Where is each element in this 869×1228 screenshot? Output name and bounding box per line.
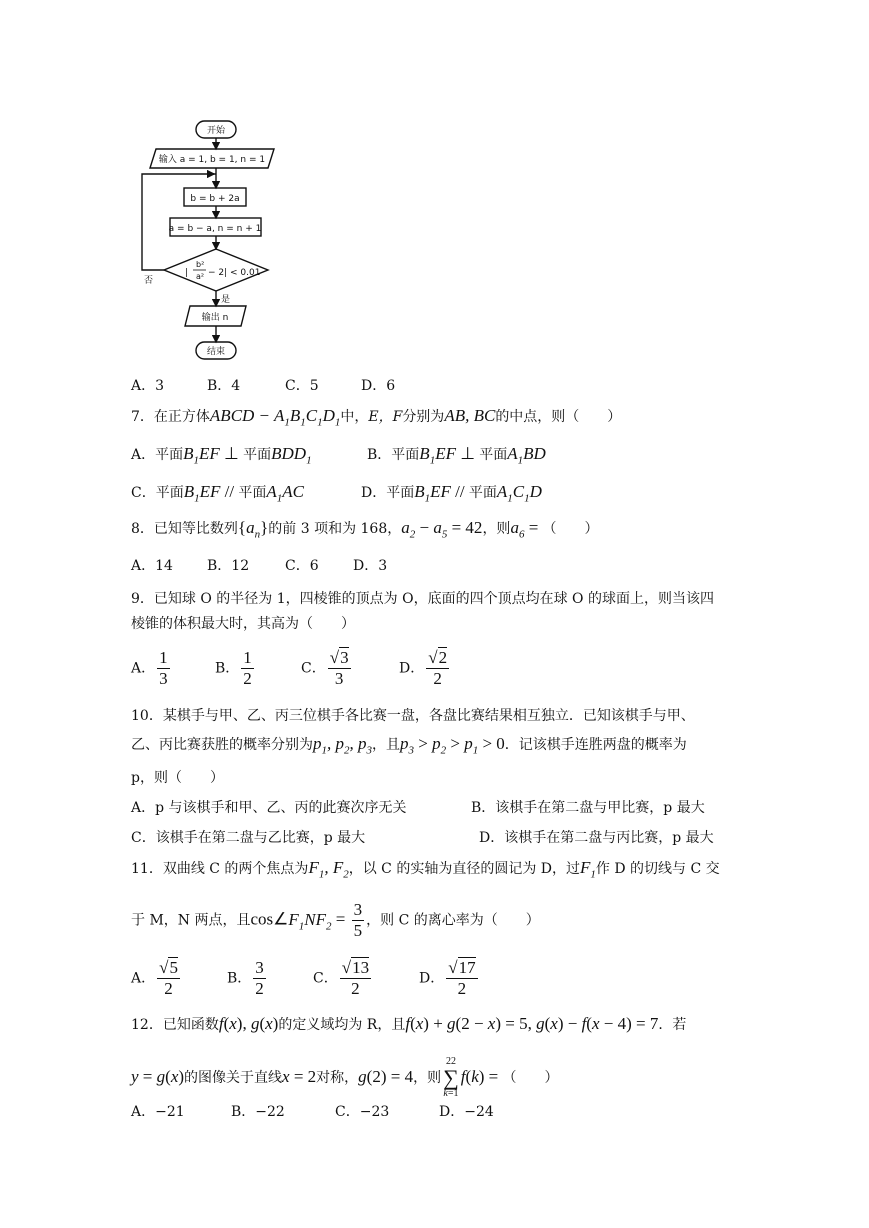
q12-option-b: B．−22 [231, 1104, 285, 1120]
q8-paren: （ ） [542, 521, 599, 537]
flow-cond-left: | [185, 268, 189, 278]
q9-line1: 9．已知球 O 的半径为 1，四棱锥的顶点为 O，底面的四个顶点均在球 O 的球面上，则当该四 [131, 591, 714, 607]
q7-stem [131, 406, 621, 432]
q9-option-b: B． $\frac{1}{2}$ [215, 648, 252, 688]
q10-line2: 乙、丙比赛获胜的概率分别为$p_1$, $p_2$, $p_3$，且$p_3 > p_2 > p_1 > 0$．记该棋手连胜两盘的概率为 [131, 734, 687, 757]
q7-ab-bc: AB, BC [444, 406, 496, 425]
q11-line1: 11．双曲线 C 的两个焦点为$F_1$, $F_2$，以 C 的实轴为直径的圆记为 D，过$F_1$作 D 的切线与 C 交 [131, 858, 720, 881]
q7-lead: 7．在正方体 [131, 409, 210, 425]
flow-step1-label: b = b + 2a [190, 194, 240, 204]
q12-sum: 22 ∑ k=1 [443, 1056, 459, 1099]
q6-option-d: D．6 [361, 378, 396, 394]
flow-cond-right: − 2| < 0.01 [208, 268, 261, 278]
flow-step2-label: a = b − a, n = n + 1 [168, 224, 262, 234]
q7-row2 [131, 482, 542, 508]
q8-lead: 8．已知等比数列 [131, 521, 238, 537]
q11-options [131, 958, 480, 999]
q6-options [131, 376, 395, 396]
q9-option-c: C． $\frac{√3}{3}$ [301, 648, 349, 688]
q6-option-c: C．5 [285, 378, 319, 394]
q7-option-d: D．平面$B_1EF$ // 平面$A_1C_1D$ [361, 482, 542, 505]
q7-option-b: B．平面$B_1EF$ ⊥ 平面$A_1BD$ [367, 444, 546, 467]
flow-end-label: 结束 [206, 347, 226, 357]
q6-option-b: B．4 [207, 378, 241, 394]
q10-option-a: A．p 与该棋手和甲、乙、丙的此赛次序无关 [131, 800, 407, 816]
q8-options [131, 556, 387, 576]
q10-row1 [131, 798, 705, 818]
q11-option-b: B． $\frac{3}{2}$ [227, 958, 264, 998]
q9-option-a: A． $\frac{1}{3}$ [131, 648, 168, 688]
q7-cube: ABCD − $A_1B_1C_1D_1$ [209, 406, 341, 429]
q7-option-a: A．平面$B_1EF$ ⊥ 平面$BDD_1$ [131, 444, 312, 467]
flow-output-label: 输出 n [201, 313, 229, 323]
q7-mid2: 分别为 [402, 409, 445, 425]
q10-row2 [131, 828, 714, 848]
q7-mid: 中， [340, 409, 369, 425]
flowchart [138, 116, 278, 366]
flow-start-label: 开始 [206, 126, 226, 136]
q12-option-d: D．−24 [439, 1104, 494, 1120]
q12-option-a: A．−21 [131, 1104, 185, 1120]
q8-option-d: D．3 [353, 558, 388, 574]
q10-line1: 10．某棋手与甲、乙、丙三位棋手各比赛一盘，各盘比赛结果相互独立．已知该棋手与甲、 [131, 708, 695, 724]
q10-option-c: C．该棋手在第二盘与乙比赛，p 最大 [131, 830, 366, 846]
q10-line3: p，则（ ） [131, 770, 224, 786]
q11-option-a: A． $\frac{√5}{2}$ [131, 958, 178, 998]
flow-cond-num: b² [196, 260, 205, 269]
q7-ef: E，F [368, 409, 403, 425]
q12-line1: 12．已知函数f(x), g(x)的定义域均为 R，且f(x) + g(2 − x) = 5, g(x) − f(x − 4) = 7．若 [131, 1014, 687, 1033]
q8-option-c: C．6 [285, 558, 319, 574]
q10-option-d: D．该棋手在第二盘与丙比赛，p 最大 [479, 830, 714, 846]
q11-option-c: C． $\frac{√13}{2}$ [313, 958, 370, 998]
flow-cond-den: a² [196, 272, 205, 281]
q9-line2: 棱锥的体积最大时，其高为（ ） [131, 616, 355, 632]
q12-line2: y = g(x)的图像关于直线x = 2对称，g(2) = 4，则 22 ∑ k=1 f(k) = （ ） [131, 1056, 559, 1099]
q9-option-d: D． $\frac{√2}{2}$ [399, 648, 448, 688]
q8-option-a: A．14 [131, 558, 173, 574]
q11-option-d: D． $\frac{√17}{2}$ [419, 958, 476, 998]
q7-option-c: C．平面$B_1EF$ // 平面$A_1AC$ [131, 482, 304, 505]
q8-stem: 8．已知等比数列$\{a_n\}$的前 3 项和为 168，$a_2 - a_5 = 42$，则$a_6$ = （ ） [131, 518, 599, 541]
q11-line2: 于 M，N 两点，且$\cos\angle F_1NF_2$ = $\frac{3}{5}$ ，则 C 的离心率为（ ） [131, 900, 540, 940]
q8-option-b: B．12 [207, 558, 250, 574]
q12-options [131, 1102, 494, 1122]
flow-yes-label: 是 [221, 295, 231, 305]
q10-option-b: B．该棋手在第二盘与甲比赛，p 最大 [471, 800, 705, 816]
q9-options [131, 648, 451, 689]
flow-input-label: 输入 a = 1, b = 1, n = 1 [158, 155, 266, 165]
q7-tail: 的中点，则（ ） [495, 409, 622, 425]
q12-option-c: C．−23 [335, 1104, 390, 1120]
q7-row1 [131, 444, 546, 470]
q6-option-a: A．3 [131, 378, 165, 394]
q8-tail: ，则 [482, 521, 511, 537]
flow-no-label: 否 [144, 276, 154, 286]
q8-mid: 的前 3 项和为 168， [268, 521, 402, 537]
